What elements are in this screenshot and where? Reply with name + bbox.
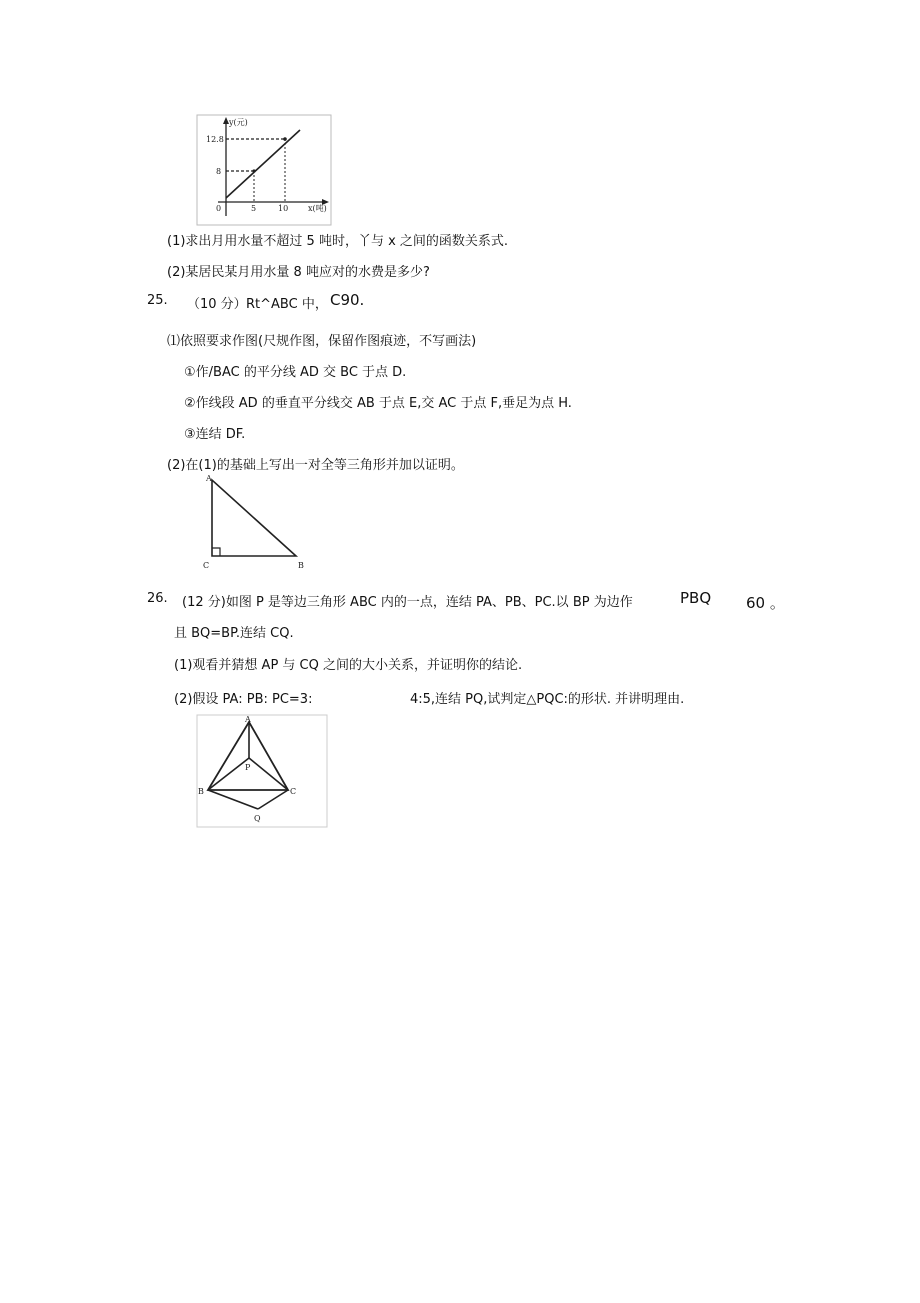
q26-part2-b: 4:5,连结 PQ,试判定△PQC:的形状. 并讲明理由. <box>410 692 685 707</box>
q25-step1: ①作/BAC 的平分线 AD 交 BC 于点 D. <box>184 365 407 380</box>
right-triangle-figure <box>200 472 312 572</box>
q25-part1: ⑴依照要求作图(尺规作图，保留作图痕迹，不写画法) <box>167 334 477 349</box>
x-tick-0: 0 <box>216 204 222 213</box>
x-axis-label: x(吨) <box>308 204 327 213</box>
y-tick-8: 8 <box>216 167 222 176</box>
y-axis-label: y(元) <box>229 118 248 127</box>
q26-stem-line2: 且 BQ=BP.连结 CQ. <box>174 626 294 641</box>
q25-step3: ③连结 DF. <box>184 427 246 442</box>
x-tick-5: 5 <box>251 204 257 213</box>
q26-stem-right: 60 。 <box>746 594 785 612</box>
x-tick-10: 10 <box>278 204 289 213</box>
q26-stem: (12 分)如图 P 是等边三角形 ABC 内的一点，连结 PA、PB、PC.以 BP 为边作 <box>182 595 633 610</box>
q25-score: （10 分） <box>187 297 247 312</box>
label-c: C <box>290 787 297 796</box>
q25-stem-tail: C90. <box>330 291 365 309</box>
q26-stem-tail: PBQ <box>680 589 712 607</box>
label-b: B <box>298 561 304 570</box>
water-fee-graph <box>196 114 332 226</box>
equilateral-triangle-figure <box>196 714 328 828</box>
label-b: B <box>198 787 204 796</box>
q25-number: 25. <box>147 293 168 308</box>
label-p: P <box>245 763 251 772</box>
triangle-abc <box>212 480 296 556</box>
q24-part2: (2)某居民某月用水量 8 吨应对的水费是多少? <box>167 265 430 280</box>
q26-number: 26. <box>147 591 168 606</box>
q24-part1: (1)求出月用水量不超过 5 吨时，丫与 x 之间的函数关系式. <box>167 234 509 249</box>
q25-stem: Rt^ABC 中， <box>246 297 328 312</box>
q26-part2-a: (2)假设 PA: PB: PC=3: <box>174 692 313 707</box>
function-line <box>226 130 300 198</box>
q25-step2: ②作线段 AD 的垂直平分线交 AB 于点 E,交 AC 于点 F,垂足为点 H. <box>184 396 572 411</box>
q26-part1: (1)观看并猜想 AP 与 CQ 之间的大小关系，并证明你的结论. <box>174 658 523 673</box>
q25-part2: (2)在(1)的基础上写出一对全等三角形并加以证明。 <box>167 458 464 473</box>
label-q: Q <box>254 814 261 823</box>
label-a: A <box>245 715 251 724</box>
label-a: A <box>206 474 212 483</box>
label-c: C <box>203 561 210 570</box>
y-tick-12-8: 12.8 <box>206 135 224 144</box>
